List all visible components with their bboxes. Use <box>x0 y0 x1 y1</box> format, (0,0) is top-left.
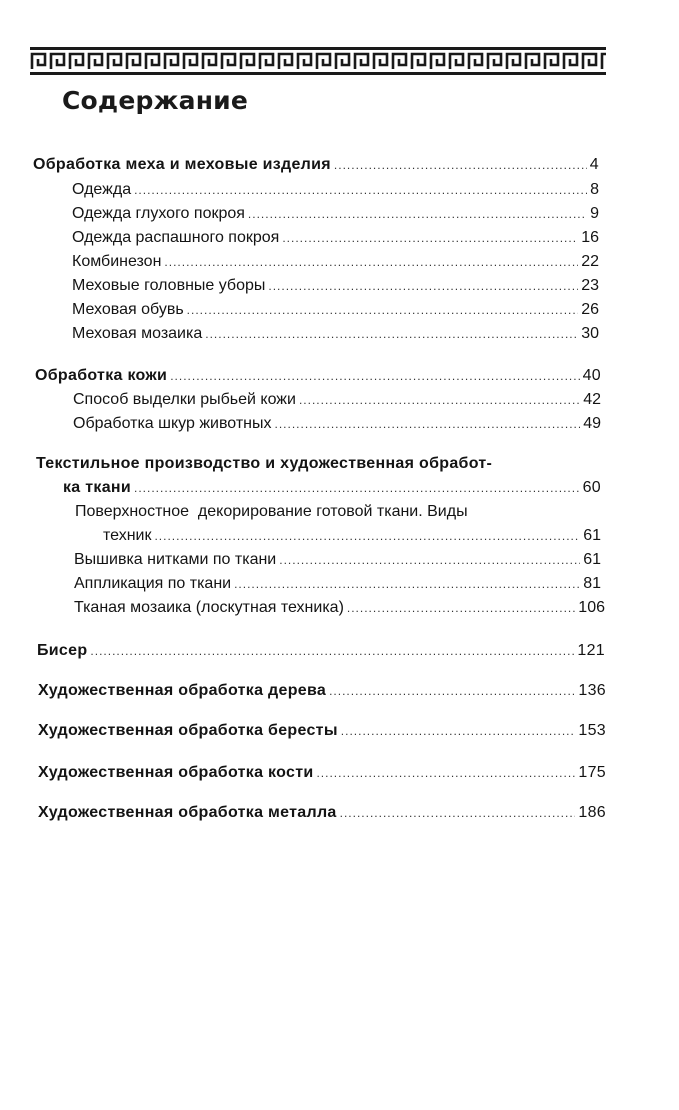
greek-key-motif <box>431 54 444 69</box>
greek-key-motif <box>374 54 387 69</box>
toc-entry-title: Комбинезон <box>72 253 162 270</box>
greek-key-motif <box>545 54 558 69</box>
toc-entry[interactable] <box>72 300 599 320</box>
toc-entry[interactable] <box>72 276 599 296</box>
toc-leader-dots <box>329 681 575 701</box>
toc-page-number: 61 <box>583 527 601 544</box>
toc-entry-title: Аппликация по ткани <box>74 575 232 592</box>
toc-entry[interactable] <box>72 228 599 248</box>
toc-entry-title: Меховая обувь <box>72 301 184 318</box>
toc-entry-section[interactable] <box>35 366 601 386</box>
toc-entry-section[interactable] <box>38 681 606 701</box>
toc-leader-dots <box>248 204 587 224</box>
toc-leader-dots <box>170 366 579 386</box>
greek-key-motif <box>355 54 368 69</box>
toc-entry[interactable] <box>72 180 599 200</box>
greek-key-motif <box>184 54 197 69</box>
greek-key-motif <box>108 54 121 69</box>
toc-entry-section[interactable] <box>33 155 599 175</box>
toc-entry-title: Обработка шкур животных <box>73 415 272 432</box>
toc-page-number: 106 <box>578 599 605 616</box>
toc-entry-section[interactable] <box>38 721 606 741</box>
toc-page-number: 4 <box>589 156 599 173</box>
greek-key-motif <box>51 54 64 69</box>
toc-entry[interactable] <box>72 324 599 344</box>
greek-key-motif <box>241 54 254 69</box>
toc-entry[interactable] <box>72 204 599 224</box>
toc-leader-dots <box>234 574 580 594</box>
greek-key-motif <box>488 54 501 69</box>
toc-page-number: 60 <box>582 479 601 496</box>
toc-leader-dots <box>340 803 576 823</box>
toc-entry-title-line[interactable]: Поверхностное декорирование готовой ткани. Виды <box>75 503 468 520</box>
greek-key-motif <box>583 54 596 69</box>
toc-page-number: 23 <box>581 277 599 294</box>
toc-entry-title: Художественная обработка металла <box>38 804 337 821</box>
toc-entry-title: Обработка меха и меховые изделия <box>33 156 331 173</box>
toc-entry-title: Одежда глухого покроя <box>72 205 245 222</box>
greek-key-motif <box>336 54 349 69</box>
greek-key-motif <box>526 54 539 69</box>
greek-key-motif <box>469 54 482 69</box>
toc-entry-title: Тканая мозаика (лоскутная техника) <box>74 599 344 616</box>
toc-page-number: 81 <box>583 575 601 592</box>
greek-key-motif <box>32 54 45 69</box>
toc-leader-dots <box>164 252 578 272</box>
toc-entry-section[interactable] <box>38 803 606 823</box>
greek-key-motif <box>393 54 406 69</box>
toc-page-number: 26 <box>581 301 599 318</box>
toc-entry[interactable] <box>73 414 601 434</box>
toc-page-number: 186 <box>578 804 606 821</box>
toc-entry-title: техник <box>103 527 152 544</box>
toc-leader-dots <box>334 155 587 175</box>
toc-page-number: 175 <box>578 764 606 781</box>
greek-key-motif <box>602 54 606 69</box>
toc-entry-title: Меховая мозаика <box>72 325 203 342</box>
greek-key-motif <box>279 54 292 69</box>
toc-entry-title: Одежда распашного покроя <box>72 229 280 246</box>
greek-key-motif <box>70 54 83 69</box>
toc-entry[interactable] <box>74 598 605 618</box>
toc-page-number: 40 <box>582 367 601 384</box>
toc-entry-title: Обработка кожи <box>35 367 168 384</box>
toc-page-number: 136 <box>578 682 606 699</box>
toc-entry[interactable] <box>74 550 601 570</box>
toc-entry-title: ка ткани <box>63 479 131 496</box>
greek-key-motif <box>507 54 520 69</box>
greek-key-motif <box>564 54 577 69</box>
toc-leader-dots <box>134 180 587 200</box>
toc-page-number: 9 <box>590 205 599 222</box>
greek-key-motif <box>89 54 102 69</box>
greek-key-motif <box>450 54 463 69</box>
toc-page-number: 153 <box>578 722 606 739</box>
toc-entry-title: Художественная обработка кости <box>38 764 314 781</box>
toc-entry-section[interactable] <box>38 763 606 783</box>
toc-leader-dots <box>134 478 580 498</box>
toc-entry-title: Бисер <box>37 642 88 659</box>
greek-key-motif <box>412 54 425 69</box>
toc-page-number: 42 <box>583 391 601 408</box>
toc-page-number: 16 <box>581 229 599 246</box>
toc-page-number: 30 <box>581 325 599 342</box>
toc-entry-section[interactable] <box>63 478 601 498</box>
toc-leader-dots <box>341 721 576 741</box>
toc-entry-title: Художественная обработка бересты <box>38 722 338 739</box>
toc-leader-dots <box>282 228 578 248</box>
greek-key-motif <box>146 54 159 69</box>
toc-leader-dots <box>347 598 575 618</box>
toc-leader-dots <box>279 550 580 570</box>
toc-leader-dots <box>299 390 580 410</box>
toc-page-number: 22 <box>581 253 599 270</box>
toc-leader-dots <box>90 641 574 661</box>
toc-entry-title: Меховые головные уборы <box>72 277 266 294</box>
toc-page-number: 121 <box>577 642 605 659</box>
toc-leader-dots <box>205 324 578 344</box>
toc-entry-section-title-line[interactable]: Текстильное производство и художественная обработ- <box>36 455 493 472</box>
toc-entry[interactable] <box>103 526 601 546</box>
toc-entry-section[interactable] <box>37 641 605 661</box>
toc-page-number: 61 <box>583 551 601 568</box>
toc-entry-title: Одежда <box>72 181 132 198</box>
toc-entry-title: Вышивка нитками по ткани <box>74 551 277 568</box>
toc-page-number: 8 <box>590 181 599 198</box>
toc-leader-dots <box>187 300 579 320</box>
toc-entry[interactable] <box>72 252 599 272</box>
greek-key-motif <box>165 54 178 69</box>
toc-leader-dots <box>268 276 578 296</box>
toc-entry[interactable] <box>74 574 601 594</box>
toc-entry-title: Способ выделки рыбьей кожи <box>73 391 296 408</box>
greek-key-border <box>30 47 606 75</box>
toc-leader-dots <box>316 763 575 783</box>
toc-entry-title: Художественная обработка дерева <box>38 682 327 699</box>
toc-leader-dots <box>275 414 581 434</box>
greek-key-motif <box>298 54 311 69</box>
toc-leader-dots <box>154 526 580 546</box>
greek-key-motif <box>260 54 273 69</box>
greek-key-motif <box>127 54 140 69</box>
greek-key-motif <box>203 54 216 69</box>
toc-page-number: 49 <box>583 415 601 432</box>
toc-entry[interactable] <box>73 390 601 410</box>
page-title: Содержание <box>62 86 249 115</box>
greek-key-motif <box>317 54 330 69</box>
greek-key-motif <box>222 54 235 69</box>
